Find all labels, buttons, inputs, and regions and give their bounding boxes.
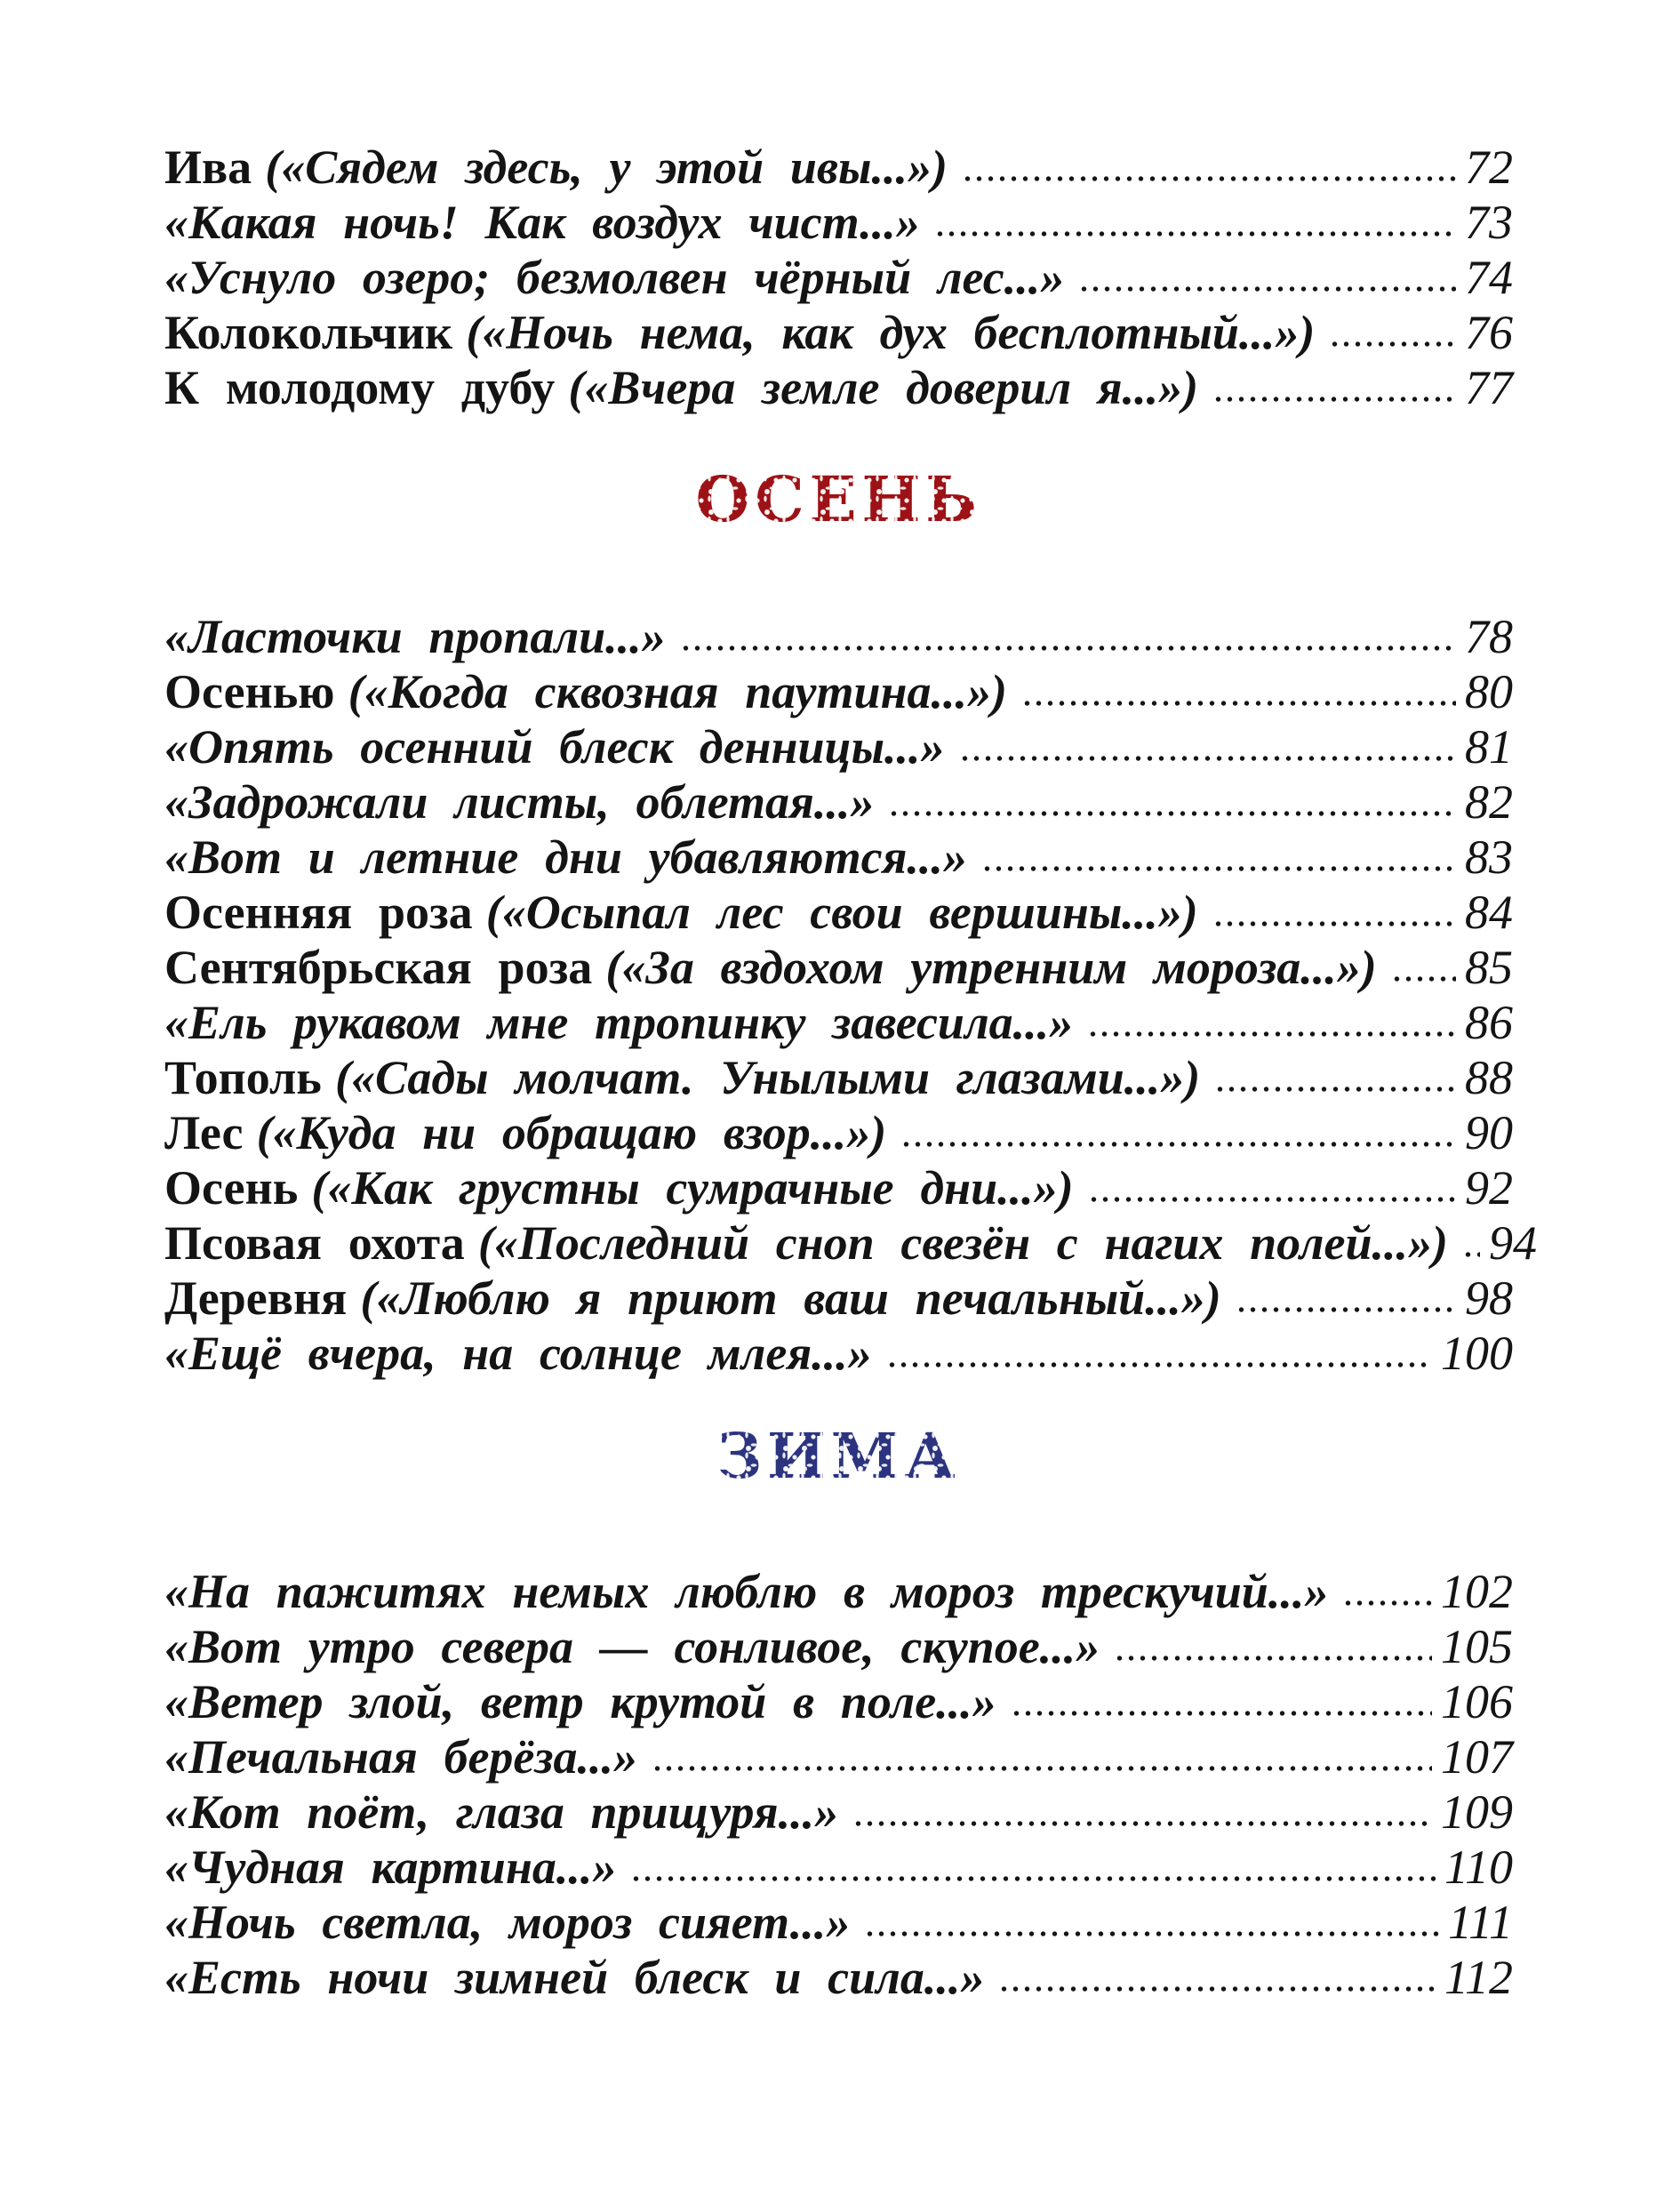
poem-title: Псовая охота [164, 1216, 465, 1270]
toc-entry [164, 1949, 1513, 2004]
toc-entry [164, 194, 1513, 249]
dot-leader [852, 1818, 1432, 1829]
poem-first-line: «На пажитях немых люблю в мороз трескучий...» [164, 1565, 1329, 1618]
poem-first-line: («Люблю я приют ваш печальный...») [360, 1271, 1221, 1325]
dot-leader [1214, 1084, 1456, 1094]
page-number: 92 [1465, 1161, 1513, 1215]
poem-first-line: («Последний сноп свезён с нагих полей...») [477, 1216, 1448, 1270]
page-number: 100 [1441, 1327, 1513, 1380]
page-number: 84 [1465, 886, 1513, 939]
dot-leader [962, 173, 1456, 184]
page-number: 109 [1441, 1785, 1513, 1839]
page-number: 107 [1441, 1730, 1513, 1784]
page-number: 81 [1465, 720, 1513, 774]
dot-leader [1088, 1194, 1456, 1205]
dot-leader [864, 1928, 1439, 1939]
dot-leader [1342, 1598, 1432, 1608]
poem-first-line: («Куда ни обращаю взор...») [256, 1106, 887, 1159]
poem-first-line: «Задрожали листы, облетая...» [164, 775, 875, 829]
poem-first-line: «Печальная берёза...» [164, 1730, 637, 1784]
page-number: 98 [1465, 1271, 1513, 1325]
toc-entry [164, 774, 1513, 829]
page-number: 88 [1465, 1051, 1513, 1104]
page-number: 83 [1465, 830, 1513, 884]
poem-first-line: («За вздохом утренним мороза...») [605, 941, 1377, 994]
toc-entry [164, 608, 1513, 663]
dot-leader [1212, 918, 1456, 929]
poem-first-line: «Уснуло озеро; безмолвен чёрный лес...» [164, 251, 1065, 304]
page-number: 78 [1465, 610, 1513, 663]
poem-first-line: «Опять осенний блеск денницы...» [164, 720, 945, 774]
toc-entry [164, 829, 1513, 884]
poem-first-line: «Чудная картина...» [164, 1840, 617, 1894]
toc-entry [164, 994, 1513, 1049]
poem-title: Ива [164, 140, 252, 194]
dot-leader [630, 1873, 1436, 1884]
poem-first-line: «Какая ночь! Как воздух чист...» [164, 196, 920, 249]
toc-entry [164, 1618, 1513, 1673]
toc-entry [164, 249, 1513, 304]
page-number: 94 [1489, 1216, 1537, 1270]
poem-first-line: («Ночь нема, как дух бесплотный...») [466, 306, 1316, 359]
toc-entry [164, 1215, 1537, 1270]
toc-entry [164, 663, 1513, 718]
dot-leader [1236, 1304, 1456, 1315]
dot-leader [959, 753, 1456, 764]
dot-leader [1329, 339, 1456, 349]
dot-leader [1021, 698, 1456, 709]
toc-entry [164, 359, 1513, 414]
dot-leader [934, 229, 1456, 239]
dot-leader [1078, 284, 1456, 294]
page-number: 112 [1444, 1951, 1513, 2004]
page-number: 80 [1465, 665, 1513, 718]
dot-leader [900, 1139, 1456, 1150]
toc-entry [164, 1049, 1513, 1104]
page-number: 111 [1448, 1896, 1513, 1949]
poem-title: Колокольчик [164, 306, 453, 359]
dot-leader [652, 1763, 1432, 1774]
poem-title: Сентябрьская роза [164, 941, 593, 994]
dot-leader [1212, 394, 1456, 405]
toc-entry [164, 304, 1513, 359]
dot-leader [888, 808, 1456, 819]
poem-first-line: «Вот утро севера — сонливое, скупое...» [164, 1620, 1100, 1673]
section-heading-winter: ЗИМА [164, 1421, 1513, 1492]
toc-entry [164, 1894, 1513, 1949]
poem-first-line: («Сады молчат. Унылыми глазами...») [334, 1051, 1201, 1104]
page-number: 110 [1444, 1840, 1513, 1894]
toc-entry [164, 1270, 1513, 1325]
page-number: 106 [1441, 1675, 1513, 1728]
toc-entry [164, 139, 1513, 194]
poem-first-line: («Сядем здесь, у этой ивы...») [265, 140, 948, 194]
dot-leader [1462, 1249, 1480, 1260]
toc-entry [164, 939, 1513, 994]
page-number: 82 [1465, 775, 1513, 829]
toc-entry [164, 718, 1513, 774]
toc-entry [164, 1673, 1513, 1728]
poem-title: Тополь [164, 1051, 322, 1104]
poem-title: Лес [164, 1106, 244, 1159]
page-number: 76 [1465, 306, 1513, 359]
dot-leader [981, 863, 1456, 874]
poem-title: К молодому дубу [164, 361, 556, 414]
poem-first-line: («Осыпал лес свои вершины...») [485, 886, 1198, 939]
toc-entry [164, 1728, 1513, 1784]
poem-first-line: («Как грустны сумрачные дни...») [311, 1161, 1074, 1215]
page-number: 90 [1465, 1106, 1513, 1159]
page-number: 73 [1465, 196, 1513, 249]
page-number: 102 [1441, 1565, 1513, 1618]
dot-leader [1087, 1029, 1456, 1039]
poem-first-line: «Ласточки пропали...» [164, 610, 666, 663]
dot-leader [1114, 1653, 1432, 1664]
dot-leader [1011, 1708, 1432, 1719]
toc-entry [164, 1325, 1513, 1380]
poem-first-line: «Вот и летние дни убавляются...» [164, 830, 967, 884]
poem-first-line: «Ветер злой, ветр крутой в поле...» [164, 1675, 996, 1728]
poem-title: Осенняя роза [164, 886, 473, 939]
toc-entry [164, 1563, 1513, 1618]
page-number: 77 [1465, 361, 1513, 414]
poem-first-line: «Ночь светла, мороз сияет...» [164, 1896, 851, 1949]
poem-first-line: «Кот поёт, глаза прищуря...» [164, 1785, 839, 1839]
poem-first-line: («Когда сквозная паутина...») [348, 665, 1008, 718]
dot-leader [998, 1984, 1436, 1994]
page-number: 85 [1465, 941, 1513, 994]
poem-title: Деревня [164, 1271, 348, 1325]
poem-first-line: «Ещё вчера, на солнце млея...» [164, 1327, 872, 1380]
poem-first-line: («Вчера земле доверил я...») [568, 361, 1199, 414]
page-number: 105 [1441, 1620, 1513, 1673]
toc-entry [164, 1159, 1513, 1215]
poem-first-line: «Есть ночи зимней блеск и сила...» [164, 1951, 985, 2004]
dot-leader [680, 643, 1456, 653]
toc-entry [164, 1784, 1513, 1839]
poem-first-line: «Ель рукавом мне тропинку завесила...» [164, 996, 1074, 1049]
dot-leader [1391, 974, 1456, 984]
toc-entry [164, 1839, 1513, 1894]
poem-title: Осень [164, 1161, 299, 1215]
toc-entry [164, 884, 1513, 939]
dot-leader [886, 1359, 1432, 1370]
section-heading-autumn: ОСЕНЬ [164, 464, 1513, 535]
page-number: 86 [1465, 996, 1513, 1049]
page-number: 74 [1465, 251, 1513, 304]
page-number: 72 [1465, 140, 1513, 194]
poem-title: Осенью [164, 665, 335, 718]
toc-entry [164, 1104, 1513, 1159]
